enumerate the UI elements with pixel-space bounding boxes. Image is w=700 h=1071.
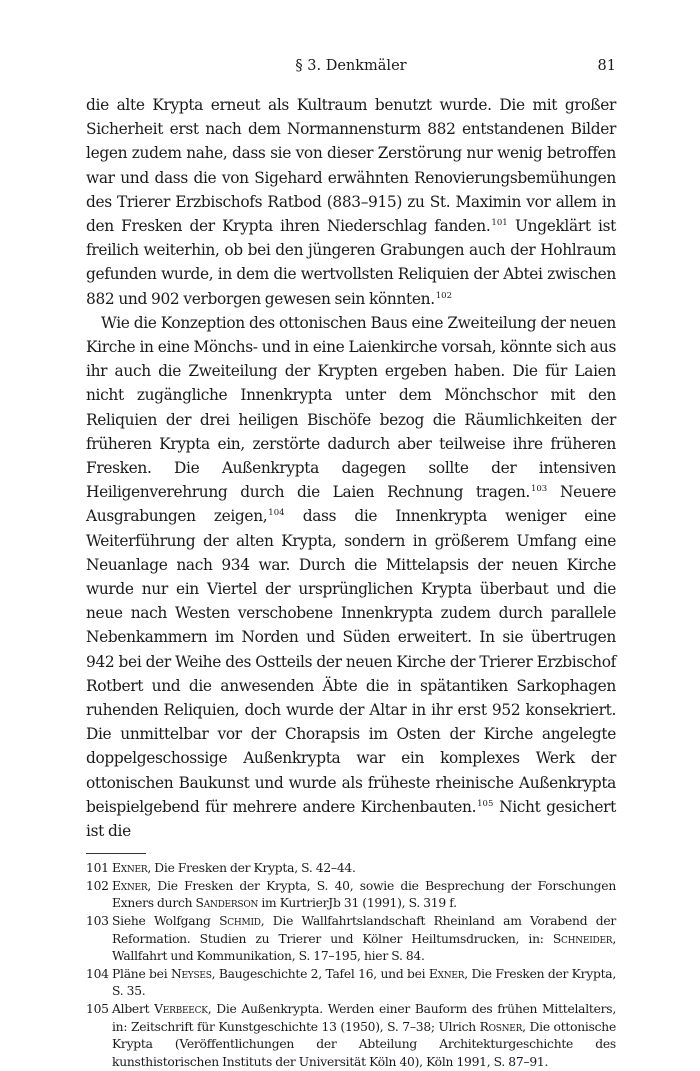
footnote-reference: 104	[268, 508, 285, 519]
running-head-section: § 3. Denkmäler	[295, 58, 407, 74]
footnote	[86, 966, 616, 1001]
text-segment: Nicht gesichert ist die	[86, 797, 616, 841]
footnote-number: 104	[86, 966, 109, 981]
text-segment: , Wallfahrt und Kommunikation, S. 17–195, hier S. 84.	[112, 931, 616, 964]
footnotes	[86, 860, 616, 1071]
text-segment: im KurtrierJb 31 (1991), S. 319 f.	[258, 896, 457, 911]
footnote	[86, 878, 616, 913]
running-head	[86, 58, 616, 78]
text-segment: dass die Innenkrypta weniger eine Weiterführung der alten Krypta, sondern in größerem Umfang eine Neuanlage nach 934 war. Durch die Mittelapsis der neuen Kirche wurde nur ein Viertel der ursprünglichen Krypta überbaut und die neue nach Westen verschobene Innenkrypta zudem durch parallele Nebenkammern im Norden und Süden erweitert. In sie übertrugen 942 bei der Weihe des Ostteils der neuen Kirche der Trierer Erzbischof Rotbert und die anwesenden Äbte die in spätantiken Sarkophagen ruhenden Reliquien, doch wurde der Altar in ihr erst 952 konsekriert. Die unmittelbar vor der Chorapsis im Osten der Kirche angelegte doppelgeschossige Außenkrypta war ein komplexes Werk der ottonischen Baukunst und wurde als früheste rheinische Außenkrypta beispielgebend für mehrere andere Kirchenbauten.	[86, 507, 616, 816]
footnote	[86, 913, 616, 966]
text-segment: Siehe Wolfgang	[112, 914, 220, 929]
text-segment: Albert	[112, 1002, 155, 1017]
text-segment: , Die Fresken der Krypta, S. 42–44.	[147, 861, 356, 876]
author-name: Neyses	[170, 966, 212, 981]
author-name: Verbeeck	[154, 1002, 208, 1017]
footnote-number: 105	[86, 1002, 109, 1017]
author-name: Exner	[428, 966, 465, 981]
text-segment: Wie die Konzeption des ottonischen Baus eine Zweiteilung der neuen Kirche in eine Mönchs- und in eine Laienkirche vorsah, könnte sich aus ihr auch die Zweiteilung der Krypten ergeben haben. Die für Laien nicht zugängliche Innenkrypta unter dem Mönchschor mit den Reliquien der drei heiligen Bischöfe bezog die Räumlichkeiten der früheren Krypta ein, zerstörte dadurch aber teilweise ihre früheren Fresken. Die Außenkrypta dagegen sollte der intensiven Heiligenverehrung durch die Laien Rechnung tragen.	[86, 313, 616, 502]
text-segment: , Die Wallfahrtslandschaft Rheinland am Vorabend der Reformation. Studien zu Trierer und Kölner Heiltumsdrucken, in:	[112, 914, 616, 946]
footnote-reference: 103	[530, 484, 548, 495]
paragraph	[86, 93, 616, 311]
main-text	[86, 93, 616, 843]
author-name: Exner	[112, 878, 148, 893]
text-segment: Ungeklärt ist freilich weiterhin, ob bei den jüngeren Grabungen auch der Hohlraum gefunden wurde, in dem die wertvollsten Reliquien der Abtei zwischen 882 und 902 verborgen gewesen sein könnten.	[86, 217, 616, 308]
footnote-number: 103	[86, 914, 109, 929]
text-segment: Neuere Ausgrabungen zeigen,	[86, 483, 616, 526]
author-name: Schmid	[219, 914, 261, 929]
text-segment: , Die Fresken der Krypta, S. 40, sowie die Besprechung der Forschungen Exners durch	[112, 878, 616, 911]
author-name: Schneider	[552, 931, 613, 946]
book-page	[86, 58, 616, 1071]
footnote	[86, 1001, 616, 1071]
text-segment: Pläne bei	[112, 966, 171, 981]
text-segment: , Die ottonische Krypta (Veröffentlichungen der Abteilung Architekturgeschichte des kunsthistorischen Instituts der Universität Köln 40), Köln 1991, S. 87–91.	[112, 1019, 616, 1069]
author-name: Rosner	[479, 1019, 523, 1034]
footnote-separator	[86, 853, 146, 854]
text-segment: , Die Außenkrypta. Werden einer Bauform des frühen Mittelalters, in: Zeitschrift für Kunstgeschichte 13 (1950), S. 7–38; Ulrich	[112, 1002, 616, 1034]
author-name: Exner	[112, 861, 148, 876]
text-segment: , Die Fresken der Krypta, S. 35.	[112, 966, 617, 999]
footnote-reference: 102	[435, 290, 452, 301]
footnote-reference: 101	[491, 218, 508, 229]
footnote-number: 102	[86, 878, 109, 893]
footnote	[86, 860, 616, 878]
page-number: 81	[597, 58, 616, 74]
text-segment: , Baugeschichte 2, Tafel 16, und bei	[211, 966, 429, 981]
author-name: Sanderson	[195, 896, 259, 911]
footnote-reference: 105	[477, 798, 494, 809]
text-segment: die alte Krypta erneut als Kultraum benutzt wurde. Die mit großer Sicherheit erst nach dem Normannensturm 882 entstandenen Bilder legen zudem nahe, dass sie von dieser Zerstörung nur wenig betroffen war und dass die von Sigehard erwähnten Renovierungsbemühungen des Trierer Erzbischofs Ratbod (883–915) zu St. Maximin vor allem in den Fresken der Krypta ihren Niederschlag fanden.	[86, 96, 616, 236]
footnote-number: 101	[86, 861, 109, 876]
paragraph	[86, 311, 616, 843]
